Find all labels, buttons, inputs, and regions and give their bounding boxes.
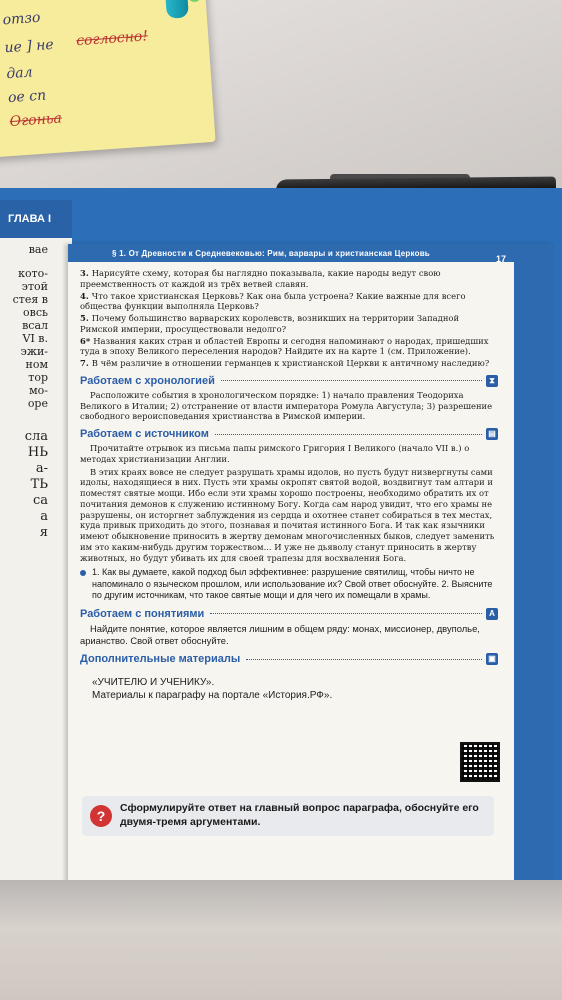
question-item: 7. В чём различие в отношении германцев к христианской Церкви к античному наследию? — [80, 358, 490, 368]
section-chronology: Работаем с хронологией ⧗ — [80, 374, 498, 388]
textbook-page — [68, 244, 554, 900]
left-fragment: са — [32, 493, 48, 508]
cloth-surface — [0, 880, 562, 1000]
main-question-text: Сформулируйте ответ на главный вопрос параграфа, обоснуйте его двумя-тремя аргументами. — [120, 802, 479, 828]
left-fragment: стея в — [12, 293, 48, 306]
left-fragment: а- — [35, 461, 48, 476]
left-fragment: сла — [24, 429, 48, 444]
left-fragment: VI в. — [22, 332, 48, 345]
teal-pen — [164, 0, 189, 19]
notebook-line: дал — [5, 64, 34, 83]
notebook-line: отзо — [2, 9, 41, 29]
left-fragment: эжи- — [20, 345, 48, 358]
portal-reference — [92, 676, 498, 702]
source-task: 1. Как вы думаете, какой подход был эффективнее: разрушение святилищ, чтобы ничто не напоминало о языческом прошлом, или использование их? Свой ответ обоснуйте. 2. Выясните по другим источникам, что такое святые мощи и для чего их помещали в храмы. — [80, 567, 498, 602]
section-concepts: Работаем с понятиями A — [80, 607, 498, 621]
page-content — [80, 268, 498, 708]
notebook-line: ое сп — [7, 87, 47, 107]
green-pen — [185, 0, 201, 2]
portal-link-text: Материалы к параграфу на портале «История.РФ». — [92, 690, 333, 702]
notebook-line: ие ] не — [4, 36, 55, 57]
left-fragment: вае — [28, 243, 48, 256]
left-fragment: овсь — [23, 306, 48, 319]
question-item: 5. Почему большинство варварских королевств, возникших на территории Западной Римской империи, просуществовали недолго? — [80, 313, 460, 334]
source-intro: Прочитайте отрывок из письма папы римского Григория I Великого (начало VII в.) о методах христианизации Англии. — [80, 443, 470, 464]
left-fragment: мо- — [29, 384, 48, 397]
question-item: 4. Что такое христианская Церковь? Как она была устроена? Какие важные для всего общества функции выполняла Церковь? — [80, 290, 466, 312]
left-fragment: этой — [21, 280, 48, 293]
chronology-text: Расположите события в хронологическом порядке: 1) начало правления Теодориха Великого в Италии; 2) отстранение от власти императора Ромула Августула; 3) разрешение свободного вероисповедания христианства в Римской империи. — [80, 389, 493, 422]
concepts-text: Найдите понятие, которое является лишним в общем ряду: монах, миссионер, двуполье, арианство. Свой ответ обоснуйте. — [80, 623, 480, 647]
book-icon: ▣ — [486, 653, 498, 665]
page-header: § 1. От Древности к Средневековью: Рим, варвары и христианская Церковь — [68, 244, 554, 262]
question-item: 6* Названия каких стран и областей Европы и сегодня напоминают о народах, пришедших туда в эпоху Великого переселения народов? Найдите их на карте 1 (см. Приложение). — [80, 335, 489, 357]
portal-title: «УЧИТЕЛЮ И УЧЕНИКУ». — [92, 677, 215, 689]
left-fragment: кото- — [18, 267, 48, 280]
notebook-struck-word: Огоньа — [9, 110, 63, 131]
source-quote: В этих краях вовсе не следует разрушать храмы идолов, но пусть будут низвергнуты сами идолы, находящиеся в них. Пусть эти храмы окропят святой водой, воздвигнут там алтари и поместят святые мощи. Ибо если эти храмы хорошо построены, необходимо обратить их от почитания демонов к служению истинному Богу. Когда сам народ увидит, что его храмы не разрушены, он исторгнет заблуждения из сердца и охотнее станет собираться в тех местах, куда привык приходить до этого, познавая и почитая истинного Бога. И так как язычники имеют обыкновение приносить в жертву демонам многочисленных быков, следует заменить им это каким-нибудь другим торжеством... И уже не дьяволу станут приносить в жертву животных, но будут убивать их для своей трапезы для восхваления Бога. — [80, 466, 495, 563]
hourglass-icon: ⧗ — [486, 375, 498, 387]
left-fragment: я — [39, 525, 48, 540]
main-question-box — [82, 796, 494, 836]
left-fragment: ном — [25, 358, 48, 371]
document-icon: ▤ — [486, 428, 498, 440]
left-fragment: НЬ — [27, 445, 48, 460]
chapter-tab: ГЛАВА I — [0, 200, 72, 238]
yellow-notebook — [0, 0, 216, 158]
page-margin-band — [514, 244, 554, 900]
left-fragment: всал — [22, 319, 48, 332]
qr-code — [460, 742, 500, 782]
notebook-struck-word: соглосно! — [75, 28, 149, 50]
left-fragment: а — [40, 509, 48, 524]
left-fragment: ТЬ — [30, 477, 48, 492]
section-extra: Дополнительные материалы ▣ — [80, 652, 498, 666]
dictionary-icon: A — [486, 608, 498, 620]
question-item: 3. Нарисуйте схему, которая бы наглядно показывала, какие народы ведут свою преемственность от каждой из трёх ветвей славян. — [80, 268, 441, 289]
question-mark-icon: ? — [90, 805, 112, 827]
left-fragment: тор — [28, 371, 48, 384]
left-fragment: оре — [27, 397, 48, 410]
page-number: 17 — [495, 254, 506, 264]
section-source: Работаем с источником ▤ — [80, 427, 498, 441]
